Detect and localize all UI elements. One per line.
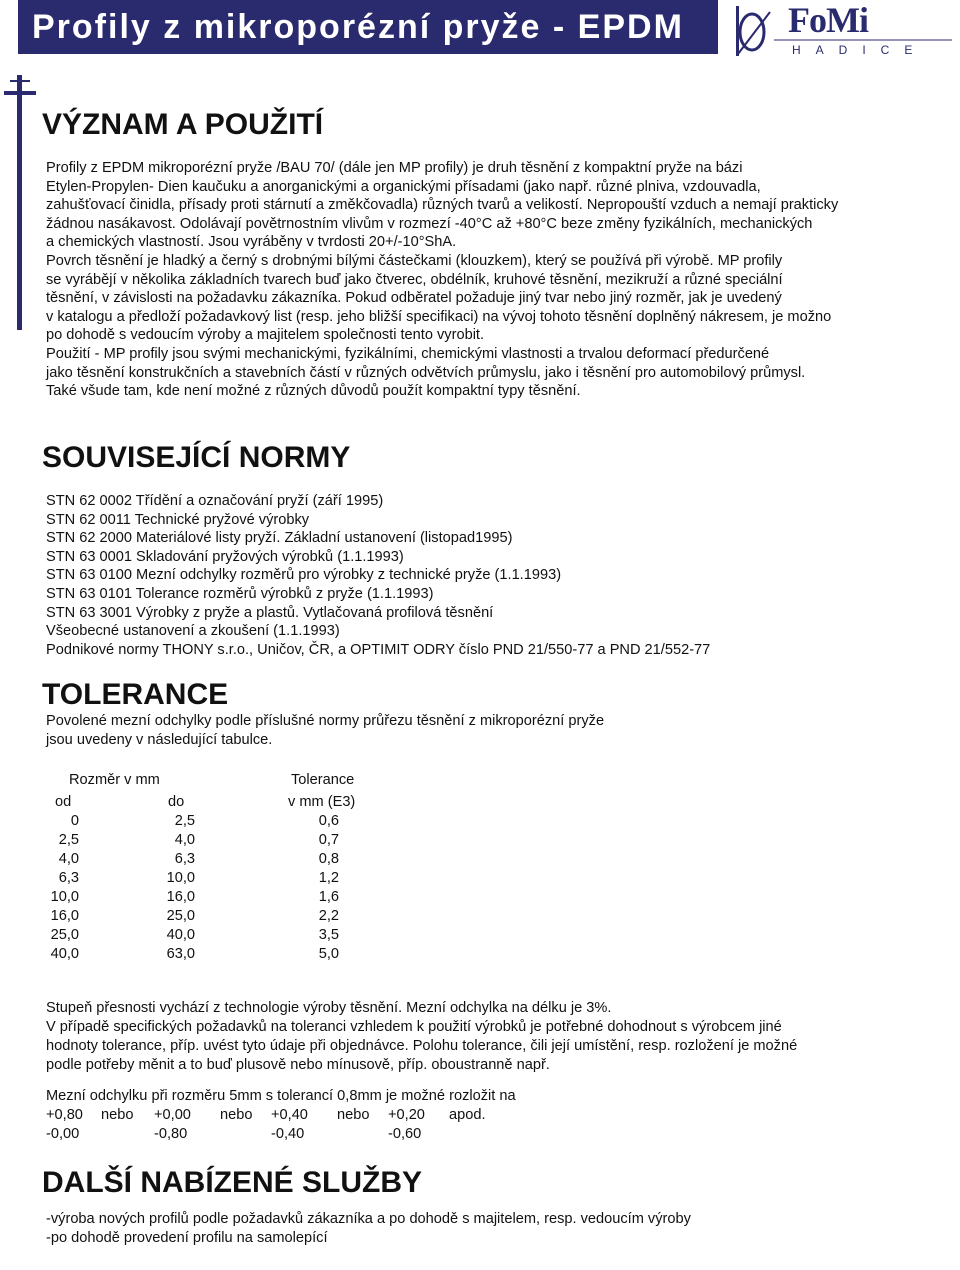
table-cell-do: 63,0 [166, 946, 195, 962]
table-cell-od: 6,3 [58, 870, 79, 886]
fomi-logo [730, 2, 952, 58]
paragraph-line: a chemických vlastností. Jsou vyráběny v tvrdosti 20+/-10°ShA. [46, 234, 457, 251]
norm-item: STN 62 2000 Materiálové listy pryží. Základní ustanovení (listopad1995) [46, 530, 513, 547]
table-cell-do: 4,0 [174, 832, 195, 848]
paragraph-line: Také všude tam, kde není možné z různých důvodů použít kompaktní typy těsnění. [46, 383, 581, 400]
service-item: -výroba nových profilů podle požadavků zákazníka a po dohodě s majitelem, resp. vedoucím výroby [46, 1211, 691, 1227]
decorative-cross-line-thin [10, 80, 30, 82]
paragraph-line: jako těsnění konstrukčních a stavebních částí v různých odvětvích průmyslu, jako i těsnění pro automobilový průmysl. [46, 364, 806, 381]
example-value: +0,40 [271, 1107, 308, 1123]
page-title: Profily z mikroporézní pryže - EPDM [18, 0, 718, 54]
example-value: nebo [101, 1107, 134, 1123]
paragraph-line: těsnění, v závislosti na požadavku zákazníka. Pokud odběratel požaduje jiný tvar nebo jiný rozměr, jak je uvedený [46, 290, 782, 307]
table-cell-do: 16,0 [166, 889, 195, 905]
norm-item: Všeobecné ustanovení a zkoušení (1.1.1993) [46, 623, 340, 640]
decorative-vertical-line [17, 75, 22, 330]
paragraph-line: V případě specifických požadavků na toleranci vzhledem k použití výrobků je potřebné dohodnout s výrobcem jiné [46, 1019, 782, 1035]
table-cell-do: 25,0 [166, 908, 195, 924]
example-value: -0,80 [154, 1126, 188, 1142]
table-cell-do: 2,5 [174, 813, 195, 829]
section-heading-tolerance: TOLERANCE [42, 678, 229, 711]
paragraph-line: podle potřeby měnit a to buď plusově nebo mínusově, příp. oboustranně např. [46, 1057, 550, 1073]
table-cell-tol: 1,6 [318, 889, 339, 905]
table-cell-do: 10,0 [166, 870, 195, 886]
norm-item: STN 63 0001 Skladování pryžových výrobků (1.1.1993) [46, 548, 404, 565]
paragraph-line: Stupeň přesnosti vychází z technologie výroby těsnění. Mezní odchylka na délku je 3%. [46, 1000, 612, 1016]
table-cell-od: 25,0 [50, 927, 79, 943]
table-cell-tol: 3,5 [318, 927, 339, 943]
service-item: -po dohodě provedení profilu na samolepící [46, 1230, 328, 1246]
norm-item: Podnikové normy THONY s.r.o., Uničov, ČR, a OPTIMIT ODRY číslo PND 21/550-77 a PND 21/552-77 [46, 641, 711, 658]
paragraph-line: se vyrábějí v několika základních tvarech buď jako čtverec, obdélník, kruhové těsnění, mezikruží a různé speciální [46, 271, 783, 288]
table-header-tolerance: Tolerance [291, 772, 355, 788]
paragraph-line: v katalogu a předloží požadavkový list (resp. jeho bližší specifikaci) na vývoj tohoto těsnění doplněný nákresem, je možno [46, 308, 832, 325]
paragraph-line: po dohodě s vedoucím výroby a majitelem společnosti tento vyrobit. [46, 327, 485, 344]
paragraph-line: Povrch těsnění je hladký a černý s drobnými bílými částečkami (klouzkem), který se používá při výrobě. MP profily [46, 253, 783, 269]
paragraph-line: Profily z EPDM mikroporézní pryže /BAU 70/ (dále jen MP profily) je druh těsnění z kompaktní pryže na bázi [46, 160, 743, 176]
table-cell-od: 0 [70, 813, 79, 829]
svg-text:FoMi: FoMi [788, 2, 868, 40]
example-value: -0,40 [271, 1126, 305, 1142]
table-cell-tol: 0,6 [318, 813, 339, 829]
example-value: -0,00 [46, 1126, 80, 1142]
paragraph-line: Etylen-Propylen- Dien kaučuku a anorganickými a organickými přísadami (jako např. různé plniva, vzdouvadla, [46, 178, 761, 195]
table-subheader-units: v mm (E3) [288, 794, 356, 810]
example-value: apod. [449, 1107, 486, 1123]
norm-item: STN 63 3001 Výrobky z pryže a plastů. Vytlačovaná profilová těsnění [46, 604, 494, 621]
table-cell-tol: 5,0 [318, 946, 339, 962]
table-cell-od: 4,0 [58, 851, 79, 867]
table-cell-od: 16,0 [50, 908, 79, 924]
table-cell-od: 2,5 [58, 832, 79, 848]
table-cell-do: 6,3 [174, 851, 195, 867]
example-value: +0,80 [46, 1107, 83, 1123]
decorative-cross-line [4, 91, 36, 95]
paragraph-line: hodnoty tolerance, příp. uvést tyto údaje při objednávce. Polohu tolerance, čili její umístění, resp. rozložení je možné [46, 1038, 798, 1054]
example-value: +0,00 [154, 1107, 191, 1123]
paragraph-line: žádnou nasákavost. Odolávají povětrnostním vlivům v rozmezí -40°C až +80°C beze změny fyzikálních, mechanických [46, 215, 813, 232]
table-subheader-do: do [168, 794, 185, 810]
section-heading-sluzby: DALŠÍ NABÍZENÉ SLUŽBY [42, 1166, 423, 1199]
table-cell-tol: 0,7 [318, 832, 339, 848]
table-cell-od: 40,0 [50, 946, 79, 962]
norm-item: STN 63 0100 Mezní odchylky rozměrů pro výrobky z technické pryže (1.1.1993) [46, 567, 562, 584]
table-cell-do: 40,0 [166, 927, 195, 943]
paragraph-line: zahušťovací činidla, přísady proti stárnutí a změkčovadla) různých tvarů a velikostí. Nepropouští vzduch a nemají prakticky [46, 197, 839, 214]
paragraph-line: jsou uvedeny v následující tabulce. [46, 732, 273, 748]
example-value: nebo [220, 1107, 253, 1123]
table-cell-od: 10,0 [50, 889, 79, 905]
table-cell-tol: 2,2 [318, 908, 339, 924]
section-heading-normy: SOUVISEJÍCÍ NORMY [42, 441, 351, 474]
norm-item: STN 63 0101 Tolerance rozměrů výrobků z pryže (1.1.1993) [46, 586, 434, 602]
norm-item: STN 62 0011 Technické pryžové výrobky [46, 511, 310, 528]
paragraph-line: Povolené mezní odchylky podle příslušné normy průřezu těsnění z mikroporézní pryže [46, 713, 605, 729]
table-cell-tol: 1,2 [318, 870, 339, 886]
example-value: +0,20 [388, 1107, 425, 1123]
table-header-rozmer: Rozměr v mm [69, 772, 160, 788]
section-heading-vyznam: VÝZNAM A POUŽITÍ [42, 108, 324, 141]
svg-text:HADICE: HADICE [792, 43, 928, 57]
example-intro: Mezní odchylku při rozměru 5mm s tolerancí 0,8mm je možné rozložit na [46, 1088, 516, 1104]
table-subheader-od: od [55, 794, 72, 810]
table-cell-tol: 0,8 [318, 851, 339, 867]
norm-item: STN 62 0002 Třídění a označování pryží (září 1995) [46, 493, 384, 509]
paragraph-line: Použití - MP profily jsou svými mechanickými, fyzikálními, chemickými vlastnosti a trvalou deformací předurčené [46, 346, 770, 362]
example-value: nebo [337, 1107, 370, 1123]
example-value: -0,60 [388, 1126, 422, 1142]
